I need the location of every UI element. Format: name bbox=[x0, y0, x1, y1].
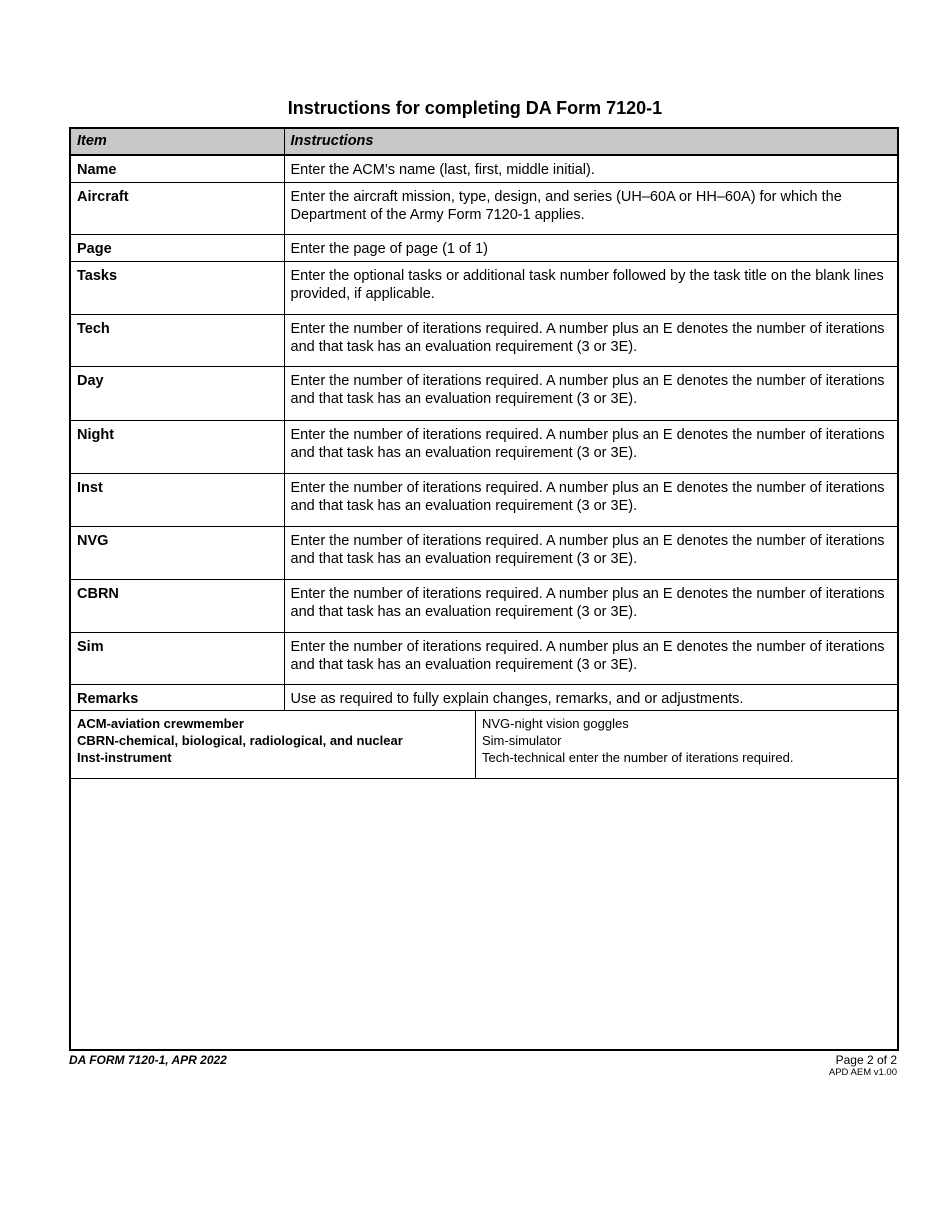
table-row bbox=[71, 182, 897, 234]
table-row bbox=[71, 155, 897, 182]
legend-entry: CBRN-chemical, biological, radiological, and nuclear bbox=[77, 732, 403, 748]
legend-entry: Inst-instrument bbox=[77, 749, 172, 765]
table-row bbox=[71, 473, 897, 526]
table-row bbox=[71, 366, 897, 420]
row-instruction: Enter the number of iterations required. A number plus an E denotes the number of iterations and that task has an evaluation requirement (3 or 3E). bbox=[284, 579, 897, 632]
page-number: Page 2 of 2 bbox=[835, 1053, 897, 1067]
table-row bbox=[71, 684, 897, 710]
header-item: Item bbox=[71, 129, 284, 155]
legend-left bbox=[71, 711, 476, 778]
row-item: Aircraft bbox=[71, 182, 284, 234]
instructions-form bbox=[69, 127, 899, 1051]
page-title: Instructions for completing DA Form 7120-1 bbox=[287, 98, 663, 118]
legend-entry: NVG-night vision goggles bbox=[482, 715, 629, 731]
row-item: Tech bbox=[71, 314, 284, 366]
version-label: APD AEM v1.00 bbox=[828, 1067, 897, 1078]
row-item: Inst bbox=[71, 473, 284, 526]
row-item: NVG bbox=[71, 526, 284, 579]
row-instruction: Enter the number of iterations required. A number plus an E denotes the number of iterations and that task has an evaluation requirement (3 or 3E). bbox=[284, 314, 897, 366]
page-footer bbox=[829, 1053, 897, 1079]
row-item: Night bbox=[71, 420, 284, 473]
table-header-row bbox=[71, 129, 897, 155]
table-row bbox=[71, 632, 897, 684]
row-instruction: Enter the number of iterations required. A number plus an E denotes the number of iterations and that task has an evaluation requirement (3 or 3E). bbox=[284, 366, 897, 420]
row-item: CBRN bbox=[71, 579, 284, 632]
table-row bbox=[71, 579, 897, 632]
row-instruction: Enter the page of page (1 of 1) bbox=[284, 234, 897, 261]
form-identifier: DA FORM 7120-1, APR 2022 bbox=[69, 1053, 227, 1067]
row-instruction: Enter the number of iterations required. A number plus an E denotes the number of iterations and that task has an evaluation requirement (3 or 3E). bbox=[284, 473, 897, 526]
abbreviation-legend bbox=[71, 711, 897, 779]
row-instruction: Enter the ACM’s name (last, first, middle initial). bbox=[284, 155, 897, 182]
legend-entry: Tech-technical enter the number of iterations required. bbox=[482, 749, 794, 765]
legend-entry: Sim-simulator bbox=[482, 732, 562, 748]
header-instructions: Instructions bbox=[284, 129, 897, 155]
table-row bbox=[71, 234, 897, 261]
row-item: Name bbox=[71, 155, 284, 182]
row-item: Day bbox=[71, 366, 284, 420]
row-instruction: Enter the number of iterations required. A number plus an E denotes the number of iterations and that task has an evaluation requirement (3 or 3E). bbox=[284, 420, 897, 473]
row-instruction: Enter the aircraft mission, type, design, and series (UH–60A or HH–60A) for which the Department of the Army Form 7120-1 applies. bbox=[284, 182, 897, 234]
table-row bbox=[71, 420, 897, 473]
row-item: Tasks bbox=[71, 261, 284, 314]
row-item: Page bbox=[71, 234, 284, 261]
table-row bbox=[71, 314, 897, 366]
instructions-table bbox=[71, 129, 897, 711]
legend-entry: ACM-aviation crewmember bbox=[77, 715, 244, 731]
table-row bbox=[71, 526, 897, 579]
legend-right bbox=[476, 711, 897, 778]
table-row bbox=[71, 261, 897, 314]
row-instruction: Enter the optional tasks or additional task number followed by the task title on the blank lines provided, if applicable. bbox=[284, 261, 897, 314]
row-item: Sim bbox=[71, 632, 284, 684]
row-item: Remarks bbox=[71, 684, 284, 710]
row-instruction: Enter the number of iterations required. A number plus an E denotes the number of iterations and that task has an evaluation requirement (3 or 3E). bbox=[284, 632, 897, 684]
row-instruction: Use as required to fully explain changes, remarks, and or adjustments. bbox=[284, 684, 897, 710]
row-instruction: Enter the number of iterations required. A number plus an E denotes the number of iterations and that task has an evaluation requirement (3 or 3E). bbox=[284, 526, 897, 579]
